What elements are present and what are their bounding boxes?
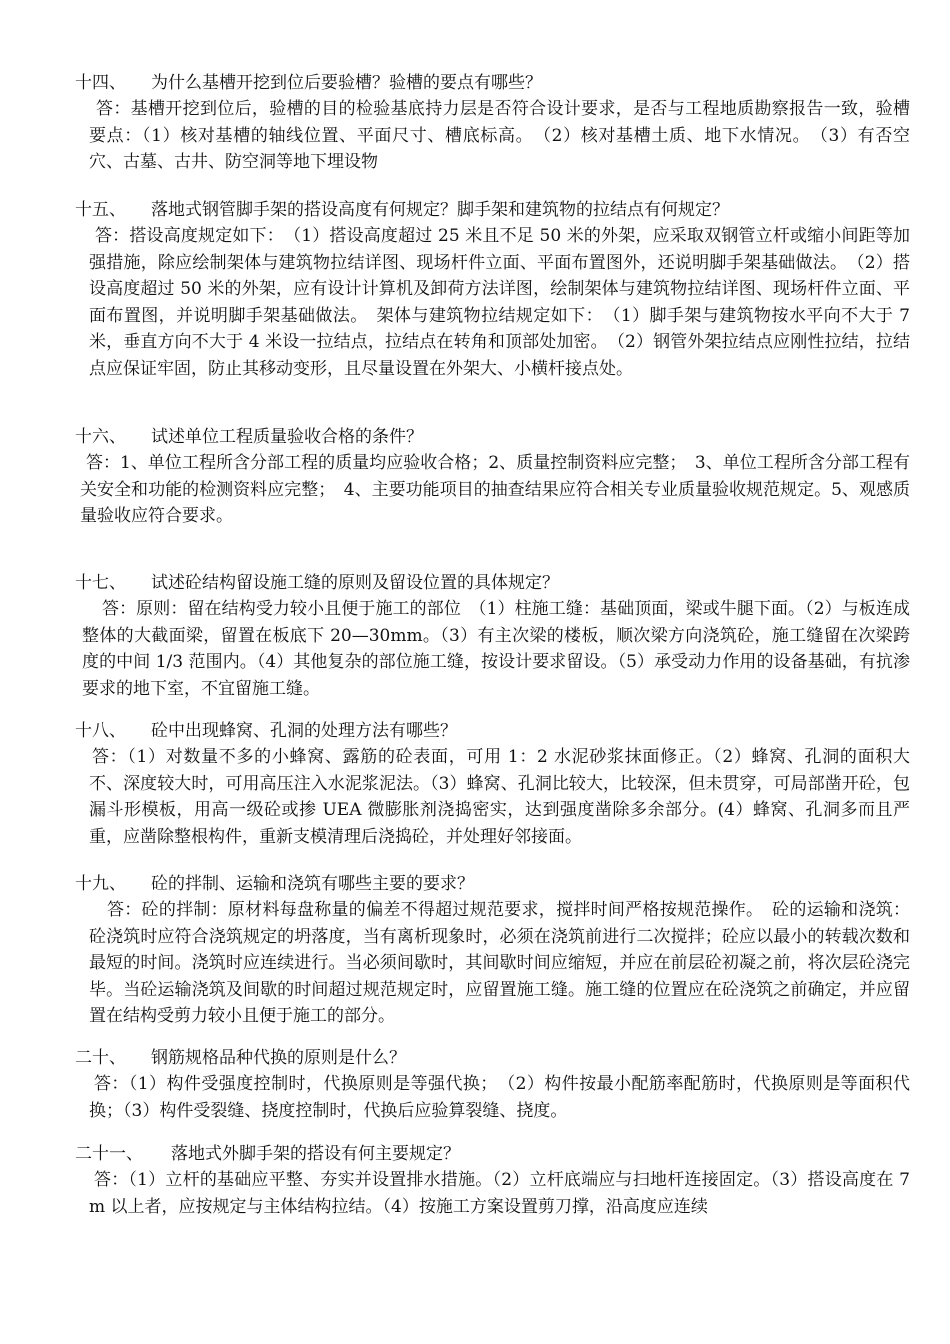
question-number: 十五、	[75, 200, 126, 220]
question-text: 试述砼结构留设施工缝的原则及留设位置的具体规定？	[151, 573, 559, 593]
question-text: 落地式外脚手架的搭设有何主要规定？	[171, 1144, 460, 1164]
question-heading	[0, 1141, 950, 1167]
question-heading	[0, 570, 950, 596]
question-number: 二十一、	[75, 1144, 143, 1164]
question-number: 十四、	[75, 73, 126, 93]
qa-item-15	[0, 197, 950, 382]
question-number: 二十、	[75, 1048, 126, 1068]
question-heading	[0, 197, 950, 223]
answer-text: 答：基槽开挖到位后，验槽的目的检验基底持力层是否符合设计要求，是否与工程地质勘察报告一致，验槽要点：（1）核对基槽的轴线位置、平面尺寸、槽底标高。 （2）核对基槽土质、地下水情况。 （3）有否空穴、古墓、古井、防空洞等地下埋设物	[89, 99, 910, 172]
question-text: 砼中出现蜂窝、孔洞的处理方法有哪些？	[151, 721, 457, 741]
qa-item-17	[0, 570, 950, 702]
question-heading	[0, 1045, 950, 1071]
question-number: 十八、	[75, 721, 126, 741]
qa-item-14	[0, 70, 950, 176]
qa-item-18	[0, 718, 950, 850]
answer-text: 答：1、单位工程所含分部工程的质量均应验收合格；2、质量控制资料应完整； 3、单位工程所含分部工程有关安全和功能的检测资料应完整； 4、主要功能项目的抽查结果应符合相关专业质量验收规范规定。5、观感质量验收应符合要求。	[80, 453, 910, 526]
question-number: 十六、	[75, 427, 126, 447]
question-heading	[0, 871, 950, 897]
question-text: 为什么基槽开挖到位后要验槽？验槽的要点有哪些？	[151, 73, 542, 93]
question-text: 钢筋规格品种代换的原则是什么？	[151, 1048, 406, 1068]
qa-item-21	[0, 1141, 950, 1220]
answer-text: 答：砼的拌制：原材料每盘称量的偏差不得超过规范要求，搅拌时间严格按规范操作。 砼的运输和浇筑：砼浇筑时应符合浇筑规定的坍落度，当有离析现象时，必须在浇筑前进行二次搅拌；砼应以最小的转载次数和最短的时间。浇筑时应连续进行。当必须间歇时，其间歇时间应缩短，并应在前层砼初凝之前，将次层砼浇完毕。当砼运输浇筑及间歇的时间超过规范规定时，应留置施工缝。施工缝的位置应在砼浇筑之前确定，并应留置在结构受剪力较小且便于施工的部分。	[89, 900, 910, 1026]
qa-item-16	[0, 424, 950, 530]
question-text: 砼的拌制、运输和浇筑有哪些主要的要求？	[151, 874, 474, 894]
question-number: 十九、	[75, 874, 126, 894]
answer-text: 答：（1）构件受强度控制时，代换原则是等强代换； （2）构件按最小配筋率配筋时，代换原则是等面积代换；（3）构件受裂缝、挠度控制时，代换后应验算裂缝、挠度。	[89, 1074, 910, 1121]
question-heading	[0, 70, 950, 96]
question-number: 十七、	[75, 573, 126, 593]
answer-text: 答：（1）对数量不多的小蜂窝、露筋的砼表面，可用 1：2 水泥砂浆抹面修正。（2）蜂窝、孔洞的面积大不、深度较大时，可用高压注入水泥浆泥法。（3）蜂窝、孔洞比较大，比较深，但未贯穿，可局部凿开砼，包漏斗形模板，用高一级砼或掺 UEA 微膨胀剂浇捣密实，达到强度凿除多余部分。(4）蜂窝、孔洞多而且严重，应凿除整根构件，重新支模清理后浇捣砼，并处理好邻接面。	[89, 747, 910, 847]
question-heading	[0, 718, 950, 744]
qa-item-20	[0, 1045, 950, 1124]
question-heading	[0, 424, 950, 450]
question-text: 试述单位工程质量验收合格的条件？	[151, 427, 423, 447]
answer-text: 答：搭设高度规定如下： （1）搭设高度超过 25 米且不足 50 米的外架，应采取双钢管立杆或缩小间距等加强措施，除应绘制架体与建筑物拉结详图、现场杆件立面、平面布置图外，还说明脚手架基础做法。 （2）搭设高度超过 50 米的外架，应有设计计算机及卸荷方法详图，绘制架体与建筑物拉结详图、现场杆件立面、平面布置图，并说明脚手架基础做法。 架体与建筑物拉结规定如下： （1）脚手架与建筑物按水平向不大于 7 米，垂直方向不大于 4 米设一拉结点，拉结点在转角和顶部处加密。 （2）钢管外架拉结点应刚性拉结，拉结点应保证牢固，防止其移动变形，且尽量设置在外架大、小横杆接点处。	[89, 226, 910, 379]
question-text: 落地式钢管脚手架的搭设高度有何规定？脚手架和建筑物的拉结点有何规定？	[151, 200, 729, 220]
qa-item-19	[0, 871, 950, 1030]
answer-text: 答：（1）立杆的基础应平整、夯实并设置排水措施。（2）立杆底端应与扫地杆连接固定。（3）搭设高度在 7m 以上者，应按规定与主体结构拉结。（4）按施工方案设置剪刀撑，沿高度应连续	[89, 1170, 910, 1217]
answer-text: 答：原则：留在结构受力较小且便于施工的部位 （1）柱施工缝：基础顶面，梁或牛腿下面。（2）与板连成整体的大截面梁，留置在板底下 20—30mm。（3）有主次梁的楼板，顺次梁方向浇筑砼，施工缝留在次梁跨度的中间 1/3 范围内。（4）其他复杂的部位施工缝，按设计要求留设。（5）承受动力作用的设备基础，有抗渗要求的地下室，不宜留施工缝。	[82, 599, 910, 699]
